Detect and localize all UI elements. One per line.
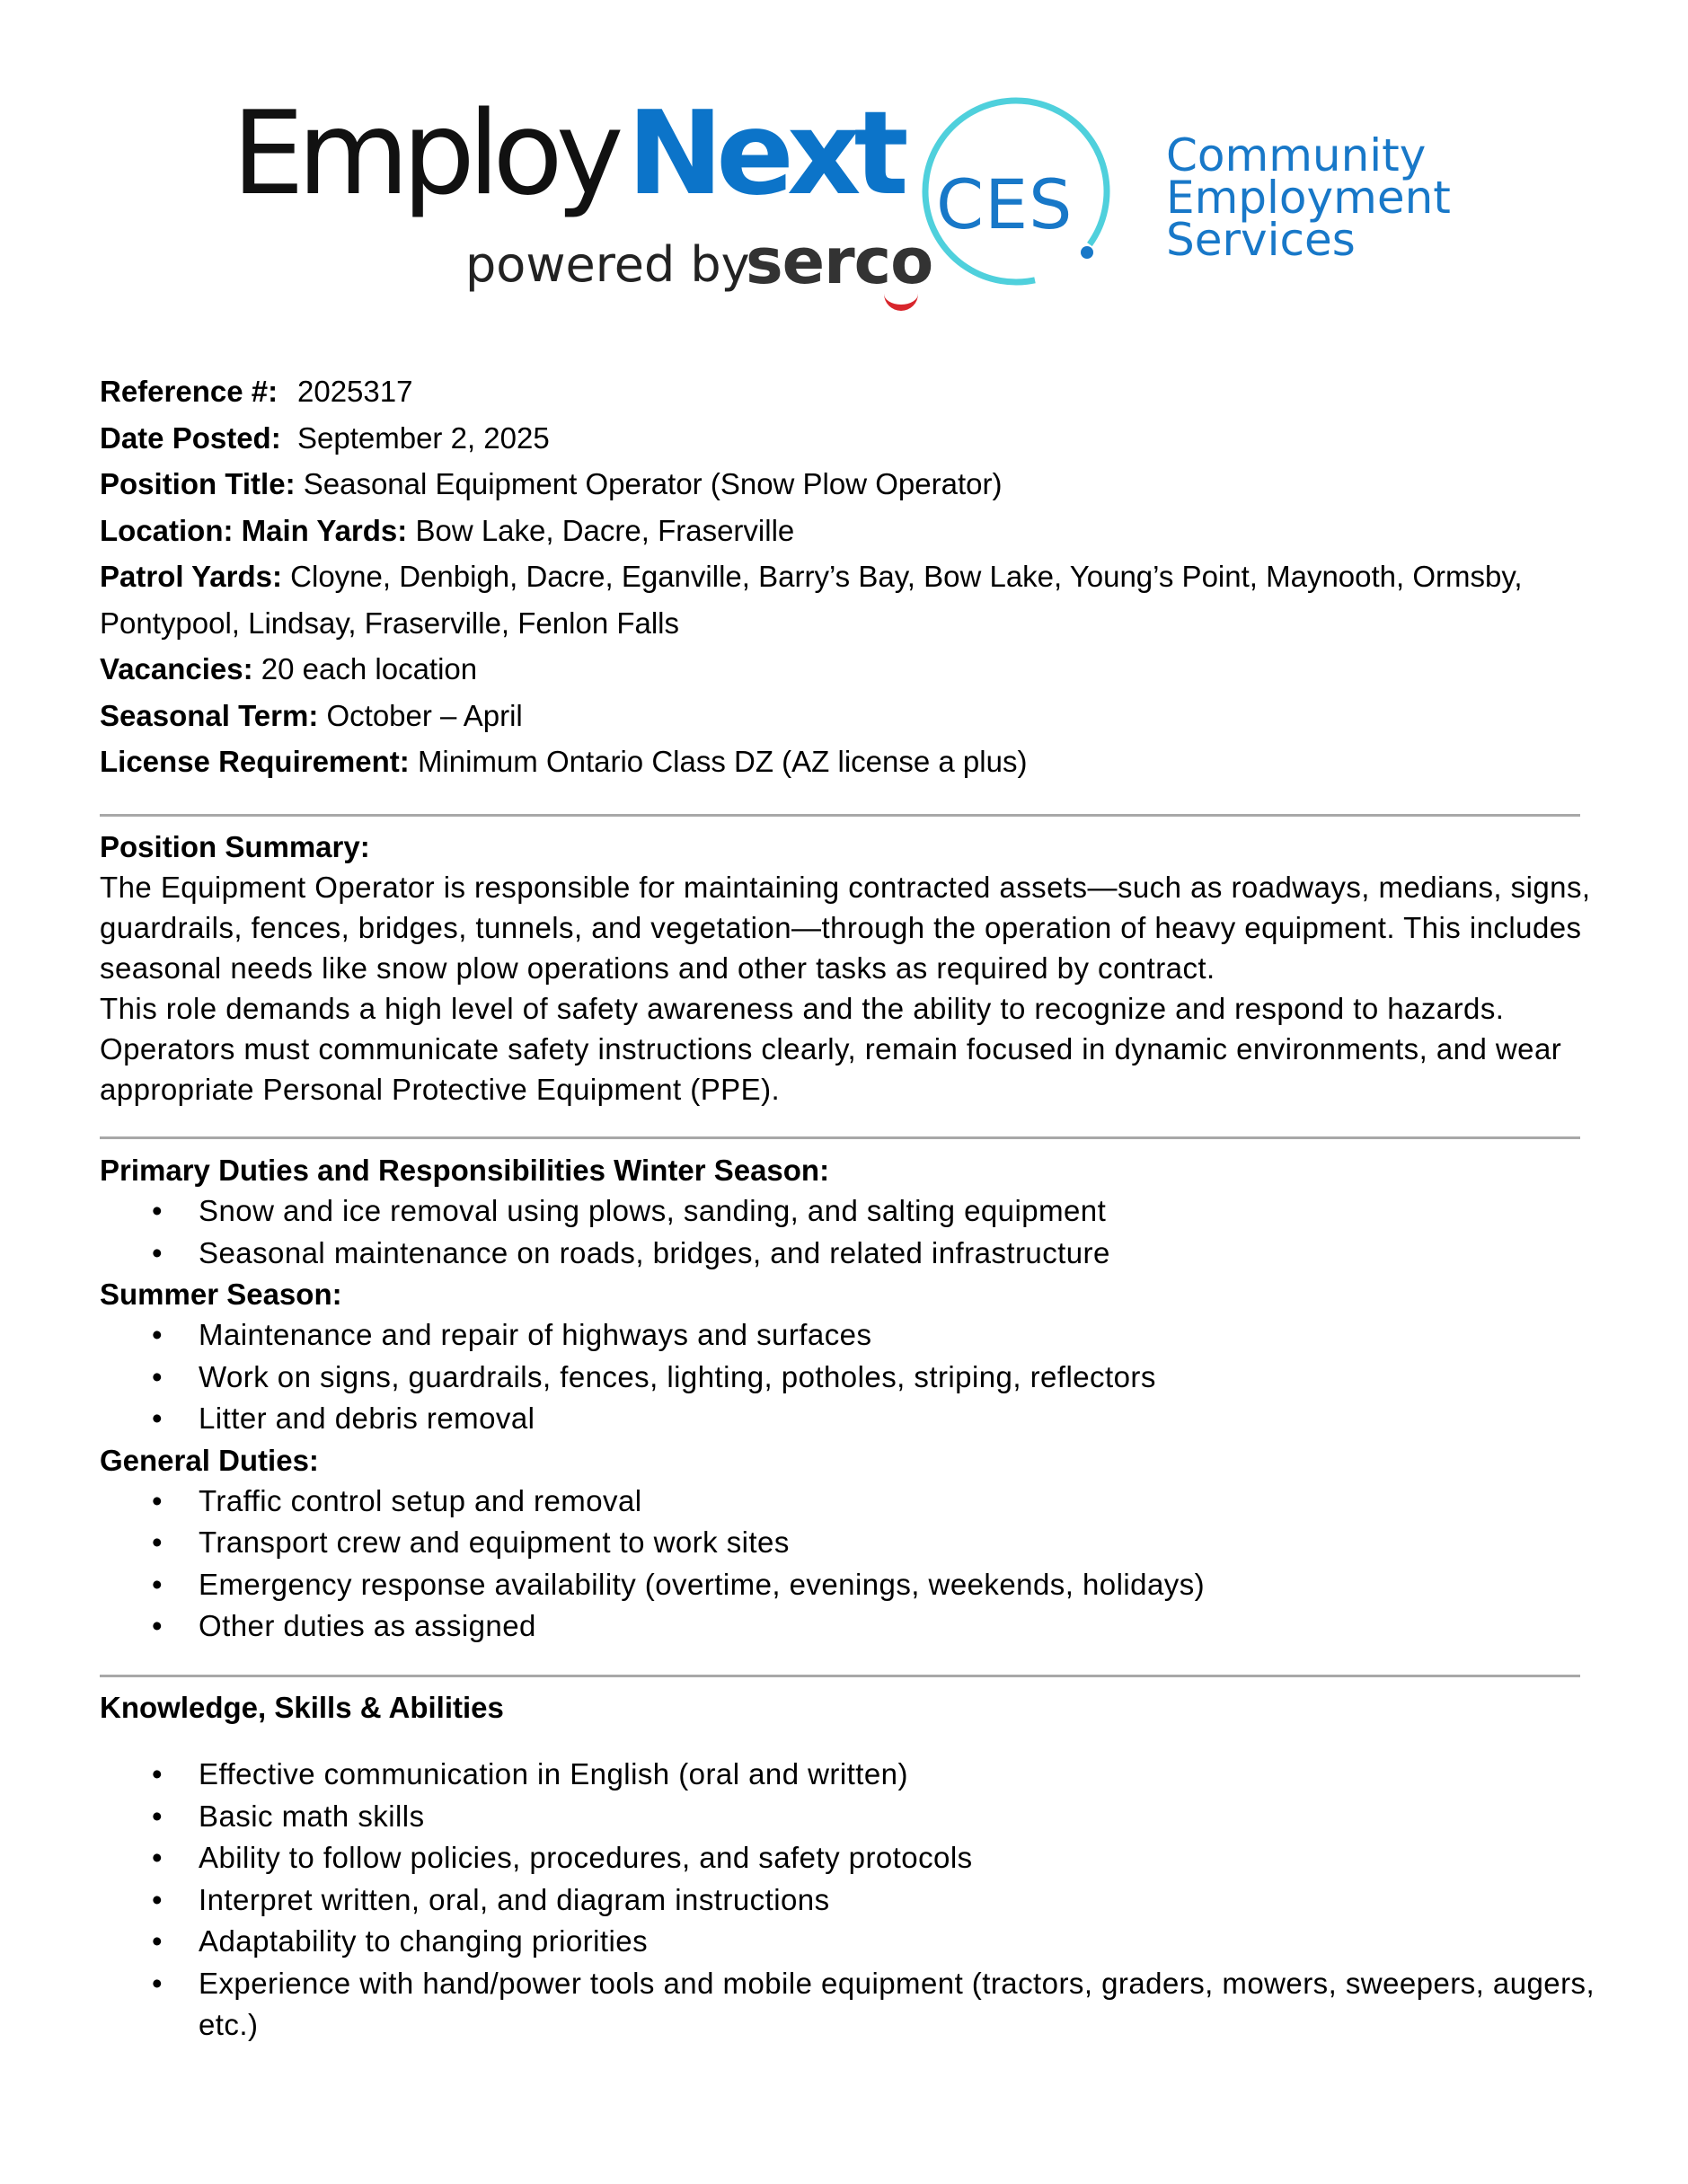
position-summary-paragraph: This role demands a high level of safety awareness and the ability to recognize and respond to hazards. Operators must communicate safety instructions clearly, remain focused in dynamic environments, and wear appropriate Personal Protective Equipment (PPE). — [100, 992, 1562, 1106]
list-item: • Adaptability to changing priorities — [100, 1921, 1595, 1963]
ces-subtitle-line: Community — [1166, 129, 1427, 181]
vacancies-value: 20 each location — [261, 652, 478, 685]
location-row — [100, 508, 1591, 554]
list-item: • Snow and ice removal using plows, sanding, and salting equipment — [100, 1190, 1595, 1233]
logo-employ-text: Employ — [232, 87, 617, 221]
license-row — [100, 738, 1591, 785]
duties-section — [100, 1150, 1595, 1648]
location-label: Location: Main Yards: — [100, 513, 408, 547]
position-title-label: Position Title: — [100, 467, 296, 500]
summer-season-heading: Summer Season: — [100, 1278, 342, 1311]
license-value: Minimum Ontario Class DZ (AZ license a plus) — [417, 745, 1028, 778]
date-posted-label: Date Posted: — [100, 420, 281, 455]
list-item: • Litter and debris removal — [100, 1398, 1595, 1440]
logo-next-text: Next — [627, 87, 902, 221]
position-summary-heading: Position Summary: — [100, 830, 370, 863]
vacancies-label: Vacancies: — [100, 652, 253, 685]
section-divider — [100, 1136, 1580, 1139]
job-details — [100, 368, 1591, 785]
general-duties-heading: General Duties: — [100, 1443, 319, 1477]
ces-subtitle — [1166, 129, 1451, 266]
license-label: License Requirement: — [100, 745, 410, 778]
winter-duties-list — [100, 1190, 1595, 1274]
summer-duties-list — [100, 1314, 1595, 1440]
list-item: • Basic math skills — [100, 1796, 1595, 1838]
list-item: • Interpret written, oral, and diagram instructions — [100, 1879, 1595, 1922]
seasonal-term-value: October – April — [326, 698, 523, 732]
position-summary-section — [100, 827, 1595, 1110]
list-item: • Maintenance and repair of highways and surfaces — [100, 1314, 1595, 1357]
list-item: • Work on signs, guardrails, fences, lighting, potholes, striping, reflectors — [100, 1357, 1595, 1399]
patrol-yards-value: Cloyne, Denbigh, Dacre, Eganville, Barry’s Bay, Bow Lake, Young’s Point, Maynooth, Ormsby, Pontypool, Lindsay, Fraserville, Fenlon Falls — [100, 560, 1523, 640]
section-divider — [100, 1675, 1580, 1677]
vacancies-row — [100, 646, 1591, 693]
position-summary-paragraph: The Equipment Operator is responsible for maintaining contracted assets—such as roadways, medians, signs, guardrails, fences, bridges, tunnels, and vegetation—through the operation of heavy equipment. This includes seasonal needs like snow plow operations and other tasks as required by contract. — [100, 871, 1591, 985]
position-title-value: Seasonal Equipment Operator (Snow Plow Operator) — [303, 467, 1003, 500]
date-posted-value: September 2, 2025 — [297, 420, 550, 455]
ksa-list — [100, 1754, 1595, 2047]
general-duties-list — [100, 1481, 1595, 1648]
reference-label: Reference #: — [100, 375, 278, 408]
winter-duties-heading: Primary Duties and Responsibilities Winter Season: — [100, 1154, 830, 1187]
seasonal-term-label: Seasonal Term: — [100, 698, 319, 732]
ksa-section — [100, 1687, 1595, 2047]
location-value: Bow Lake, Dacre, Fraserville — [415, 513, 795, 547]
date-posted-row — [100, 415, 1591, 462]
list-item: • Seasonal maintenance on roads, bridges, and related infrastructure — [100, 1233, 1595, 1275]
logo-serco-text: serco — [746, 225, 933, 298]
list-item: • Transport crew and equipment to work sites — [100, 1522, 1595, 1564]
reference-row — [100, 368, 1591, 415]
section-divider — [100, 814, 1580, 817]
list-item: • Ability to follow policies, procedures, and safety protocols — [100, 1837, 1595, 1879]
employnext-ces-logo — [0, 0, 1688, 323]
position-title-row — [100, 461, 1591, 508]
patrol-yards-row — [100, 553, 1591, 646]
logo-ces-text: CES — [936, 164, 1074, 244]
serco-accent-mark — [884, 292, 918, 311]
logo-powered-by-text: powered by — [465, 236, 750, 293]
list-item: • Effective communication in English (oral and written) — [100, 1754, 1595, 1796]
ksa-heading: Knowledge, Skills & Abilities — [100, 1691, 504, 1724]
list-item: • Other duties as assigned — [100, 1605, 1595, 1648]
ces-subtitle-line: Services — [1166, 214, 1356, 266]
list-item: • Experience with hand/power tools and mobile equipment (tractors, graders, mowers, sweepers, augers, etc.) — [100, 1963, 1595, 2047]
ces-subtitle-line: Employment — [1166, 172, 1451, 224]
seasonal-term-row — [100, 693, 1591, 739]
patrol-yards-label: Patrol Yards: — [100, 560, 282, 593]
list-item: • Emergency response availability (overtime, evenings, weekends, holidays) — [100, 1564, 1595, 1606]
list-item: • Traffic control setup and removal — [100, 1481, 1595, 1523]
reference-value: 2025317 — [297, 375, 413, 408]
